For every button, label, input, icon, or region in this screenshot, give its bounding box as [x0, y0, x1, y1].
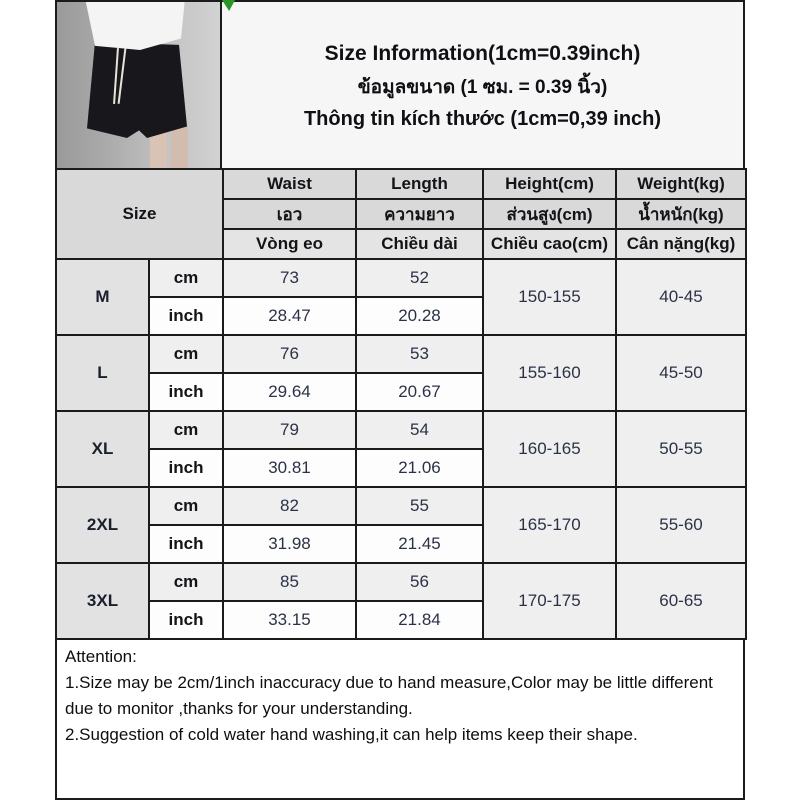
length-inch-value: 21.45: [356, 525, 483, 563]
weight-value: 40-45: [616, 259, 746, 335]
waist-cm-value: 79: [223, 411, 356, 449]
table-row: [56, 335, 746, 373]
col-header-weight: Weight(kg): [616, 169, 746, 199]
size-header-cell: Size: [56, 169, 223, 259]
waist-cm-value: 73: [223, 259, 356, 297]
unit-inch: inch: [149, 449, 223, 487]
unit-inch: inch: [149, 525, 223, 563]
waist-cm-value: 82: [223, 487, 356, 525]
waist-inch-value: 33.15: [223, 601, 356, 639]
col-header-length-vi: Chiều dài: [356, 229, 483, 259]
size-label-3xl: 3XL: [56, 563, 149, 639]
table-row: [56, 411, 746, 449]
waist-cm-value: 85: [223, 563, 356, 601]
title-english: Size Information(1cm=0.39inch): [324, 41, 641, 65]
height-value: 170-175: [483, 563, 616, 639]
unit-cm: cm: [149, 487, 223, 525]
col-header-waist-th: เอว: [223, 199, 356, 229]
length-inch-value: 21.84: [356, 601, 483, 639]
height-value: 160-165: [483, 411, 616, 487]
table-row: [56, 259, 746, 297]
size-label-2xl: 2XL: [56, 487, 149, 563]
size-label-m: M: [56, 259, 149, 335]
waist-inch-value: 29.64: [223, 373, 356, 411]
col-header-waist-vi: Vòng eo: [223, 229, 356, 259]
col-header-length: Length: [356, 169, 483, 199]
header-row-english: [56, 169, 746, 199]
attention-line-1: 1.Size may be 2cm/1inch inaccuracy due to hand measure,Color may be little different due to monitor ,thanks for your understanding.: [65, 673, 713, 718]
col-header-height-vi: Chiều cao(cm): [483, 229, 616, 259]
attention-heading: Attention:: [65, 647, 137, 666]
title-box: [222, 0, 745, 170]
col-header-length-th: ความยาว: [356, 199, 483, 229]
attention-box: [55, 638, 745, 800]
attention-line-2: 2.Suggestion of cold water hand washing,it can help items keep their shape.: [65, 725, 638, 744]
unit-cm: cm: [149, 563, 223, 601]
weight-value: 45-50: [616, 335, 746, 411]
unit-inch: inch: [149, 601, 223, 639]
length-cm-value: 55: [356, 487, 483, 525]
length-inch-value: 21.06: [356, 449, 483, 487]
col-header-height-th: ส่วนสูง(cm): [483, 199, 616, 229]
product-photo: [55, 0, 222, 170]
size-label-l: L: [56, 335, 149, 411]
black-shorts-shape: [87, 42, 187, 138]
waist-cm-value: 76: [223, 335, 356, 373]
title-vietnamese: Thông tin kích thước (1cm=0,39 inch): [303, 107, 662, 130]
waist-inch-value: 31.98: [223, 525, 356, 563]
waist-inch-value: 28.47: [223, 297, 356, 335]
unit-cm: cm: [149, 259, 223, 297]
length-cm-value: 53: [356, 335, 483, 373]
size-chart-content: [55, 0, 745, 800]
unit-cm: cm: [149, 411, 223, 449]
size-table: [55, 168, 747, 640]
table-row: [56, 563, 746, 601]
table-row: [56, 487, 746, 525]
col-header-height: Height(cm): [483, 169, 616, 199]
height-value: 165-170: [483, 487, 616, 563]
title-thai: ข้อมูลขนาด (1 ซม. = 0.39 นิ้ว): [357, 76, 608, 98]
length-inch-value: 20.28: [356, 297, 483, 335]
waist-inch-value: 30.81: [223, 449, 356, 487]
size-label-xl: XL: [56, 411, 149, 487]
weight-value: 55-60: [616, 487, 746, 563]
length-cm-value: 56: [356, 563, 483, 601]
height-value: 155-160: [483, 335, 616, 411]
weight-value: 60-65: [616, 563, 746, 639]
weight-value: 50-55: [616, 411, 746, 487]
col-header-weight-th: น้ำหนัก(kg): [616, 199, 746, 229]
col-header-waist: Waist: [223, 169, 356, 199]
unit-inch: inch: [149, 297, 223, 335]
unit-cm: cm: [149, 335, 223, 373]
length-cm-value: 52: [356, 259, 483, 297]
length-cm-value: 54: [356, 411, 483, 449]
top-row: [55, 0, 745, 170]
height-value: 150-155: [483, 259, 616, 335]
length-inch-value: 20.67: [356, 373, 483, 411]
white-shirt-shape: [85, 0, 185, 50]
unit-inch: inch: [149, 373, 223, 411]
col-header-weight-vi: Cân nặng(kg): [616, 229, 746, 259]
